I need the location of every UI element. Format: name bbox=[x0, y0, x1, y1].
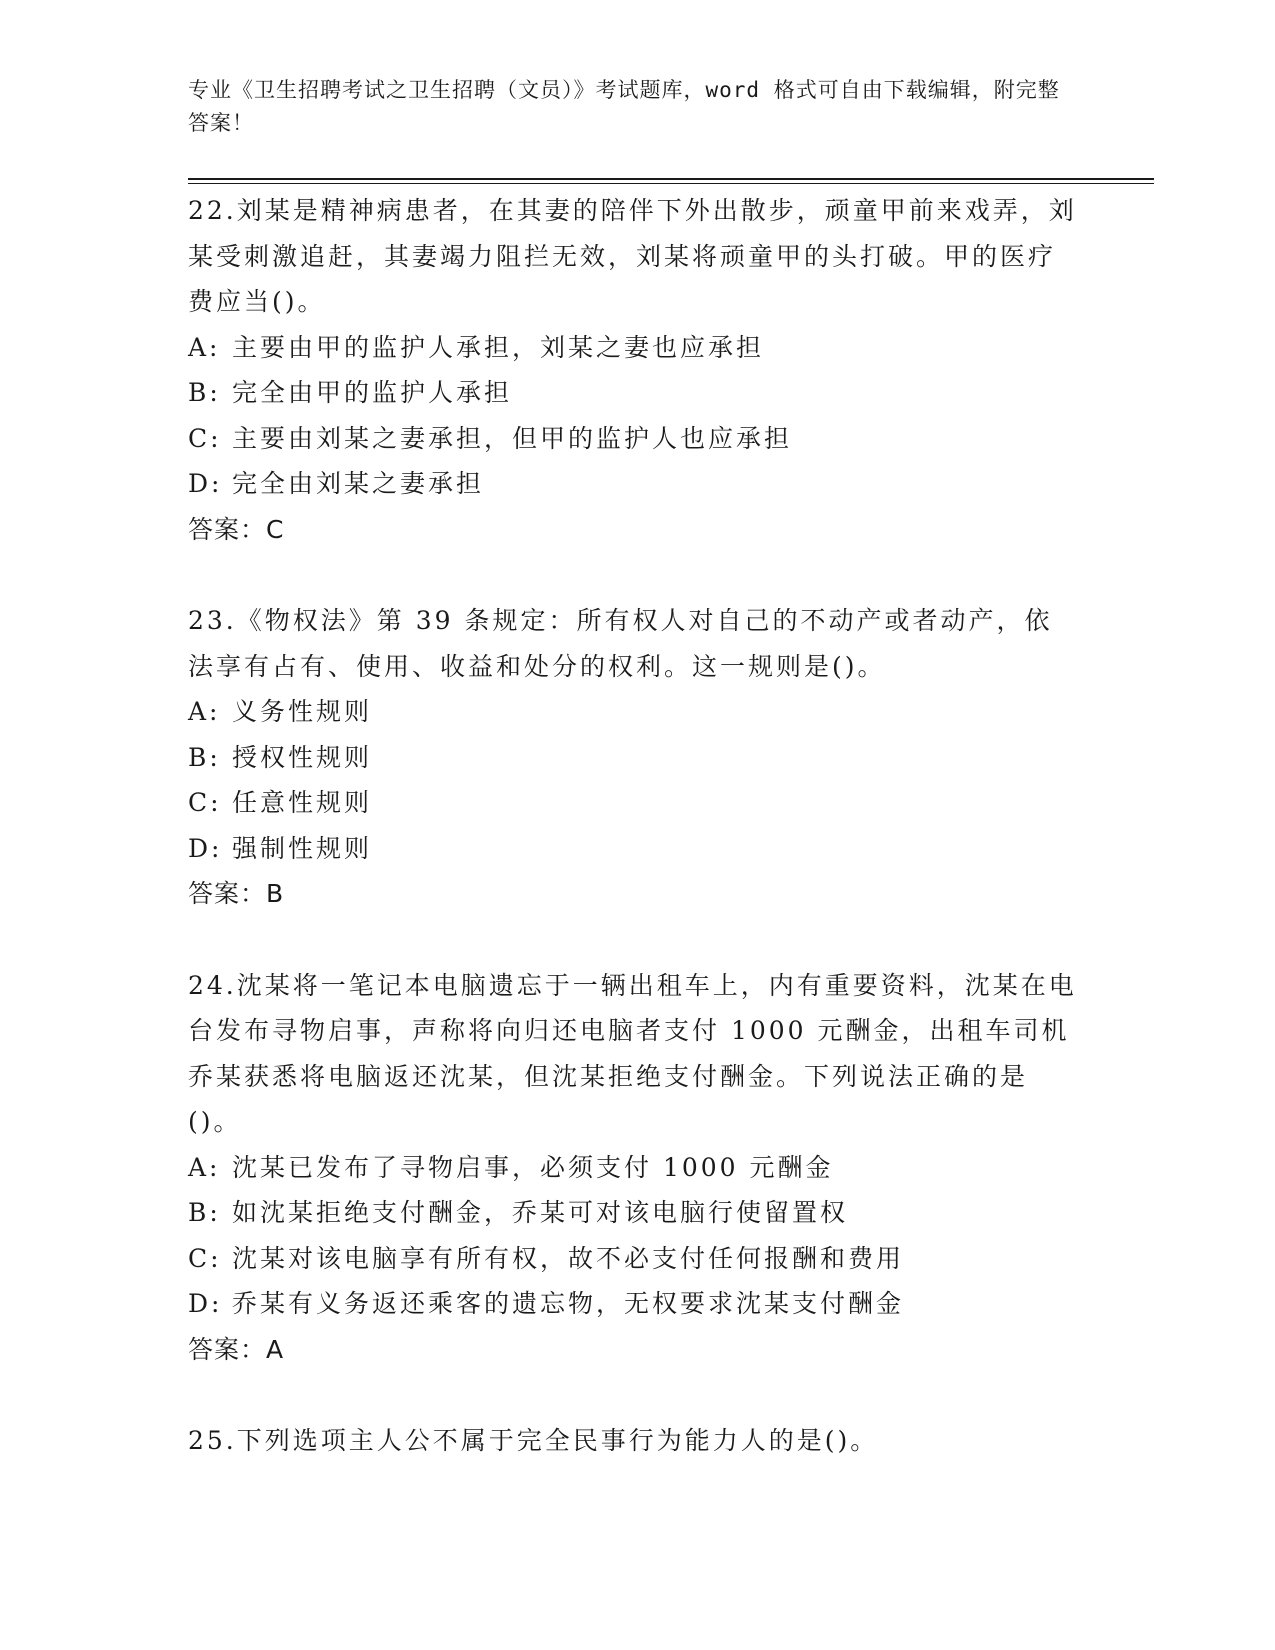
option-key: A: bbox=[188, 1152, 221, 1182]
question-24 bbox=[188, 963, 1078, 1373]
header-rule-thick bbox=[188, 178, 1154, 180]
option-key: D: bbox=[188, 1289, 223, 1318]
option-text: 主要由刘某之妻承担，但甲的监护人也应承担 bbox=[232, 423, 793, 453]
option-key: C: bbox=[188, 788, 222, 817]
option-text: 完全由刘某之妻承担 bbox=[232, 469, 485, 498]
option-d bbox=[188, 1281, 1078, 1327]
question-stem: 25.下列选项主人公不属于完全民事行为能力人的是()。 bbox=[188, 1426, 879, 1455]
option-d bbox=[188, 826, 1078, 872]
header-rule-thin bbox=[188, 183, 1154, 184]
option-c bbox=[188, 416, 1078, 462]
option-c bbox=[188, 780, 1078, 826]
option-key: C: bbox=[188, 1243, 222, 1273]
question-stem: 24.沈某将一笔记本电脑遗忘于一辆出租车上，内有重要资料，沈某在电台发布寻物启事，声称将向归还电脑者支付 1000 元酬金，出租车司机乔某获悉将电脑返还沈某，但沈某拒绝支付酬金。下列说法正确的是()。 bbox=[188, 970, 1077, 1136]
option-key: D: bbox=[188, 469, 223, 498]
option-text: 如沈某拒绝支付酬金，乔某可对该电脑行使留置权 bbox=[232, 1198, 849, 1227]
option-b bbox=[188, 735, 1078, 781]
question-23 bbox=[188, 598, 1078, 917]
option-text: 任意性规则 bbox=[232, 788, 373, 817]
option-b bbox=[188, 370, 1078, 416]
option-key: B: bbox=[188, 742, 221, 772]
option-b bbox=[188, 1190, 1078, 1236]
option-text: 授权性规则 bbox=[232, 742, 373, 772]
answer-label: 答案：B bbox=[188, 879, 285, 908]
option-key: A: bbox=[188, 332, 221, 362]
option-text: 主要由甲的监护人承担，刘某之妻也应承担 bbox=[232, 332, 765, 362]
option-key: C: bbox=[188, 423, 222, 453]
document-header: 专业《卫生招聘考试之卫生招聘（文员）》考试题库，word 格式可自由下载编辑，附完整答案！ bbox=[188, 78, 1060, 135]
option-d bbox=[188, 461, 1078, 507]
option-key: B: bbox=[188, 1198, 221, 1227]
question-25 bbox=[188, 1418, 1078, 1464]
option-a bbox=[188, 325, 1078, 371]
question-stem: 22.刘某是精神病患者，在其妻的陪伴下外出散步，顽童甲前来戏弄，刘某受刺激追赶，其妻竭力阻拦无效，刘某将顽童甲的头打破。甲的医疗费应当()。 bbox=[188, 196, 1077, 316]
question-stem: 23.《物权法》第 39 条规定：所有权人对自己的不动产或者动产，依法享有占有、使用、收益和处分的权利。这一规则是()。 bbox=[188, 606, 1053, 681]
option-text: 沈某对该电脑享有所有权，故不必支付任何报酬和费用 bbox=[232, 1243, 905, 1273]
question-22 bbox=[188, 188, 1078, 552]
option-a bbox=[188, 1145, 1078, 1191]
option-text: 完全由甲的监护人承担 bbox=[232, 378, 513, 407]
option-text: 义务性规则 bbox=[232, 697, 373, 726]
option-text: 强制性规则 bbox=[232, 833, 373, 863]
answer-label: 答案：A bbox=[188, 1334, 285, 1364]
option-text: 乔某有义务返还乘客的遗忘物，无权要求沈某支付酬金 bbox=[232, 1289, 905, 1318]
answer-label: 答案：C bbox=[188, 514, 285, 544]
option-c bbox=[188, 1236, 1078, 1282]
option-key: B: bbox=[188, 378, 221, 407]
option-text: 沈某已发布了寻物启事，必须支付 1000 元酬金 bbox=[232, 1152, 834, 1182]
option-a bbox=[188, 689, 1078, 735]
question-list bbox=[188, 188, 1078, 1464]
option-key: A: bbox=[188, 697, 221, 726]
option-key: D: bbox=[188, 833, 223, 863]
